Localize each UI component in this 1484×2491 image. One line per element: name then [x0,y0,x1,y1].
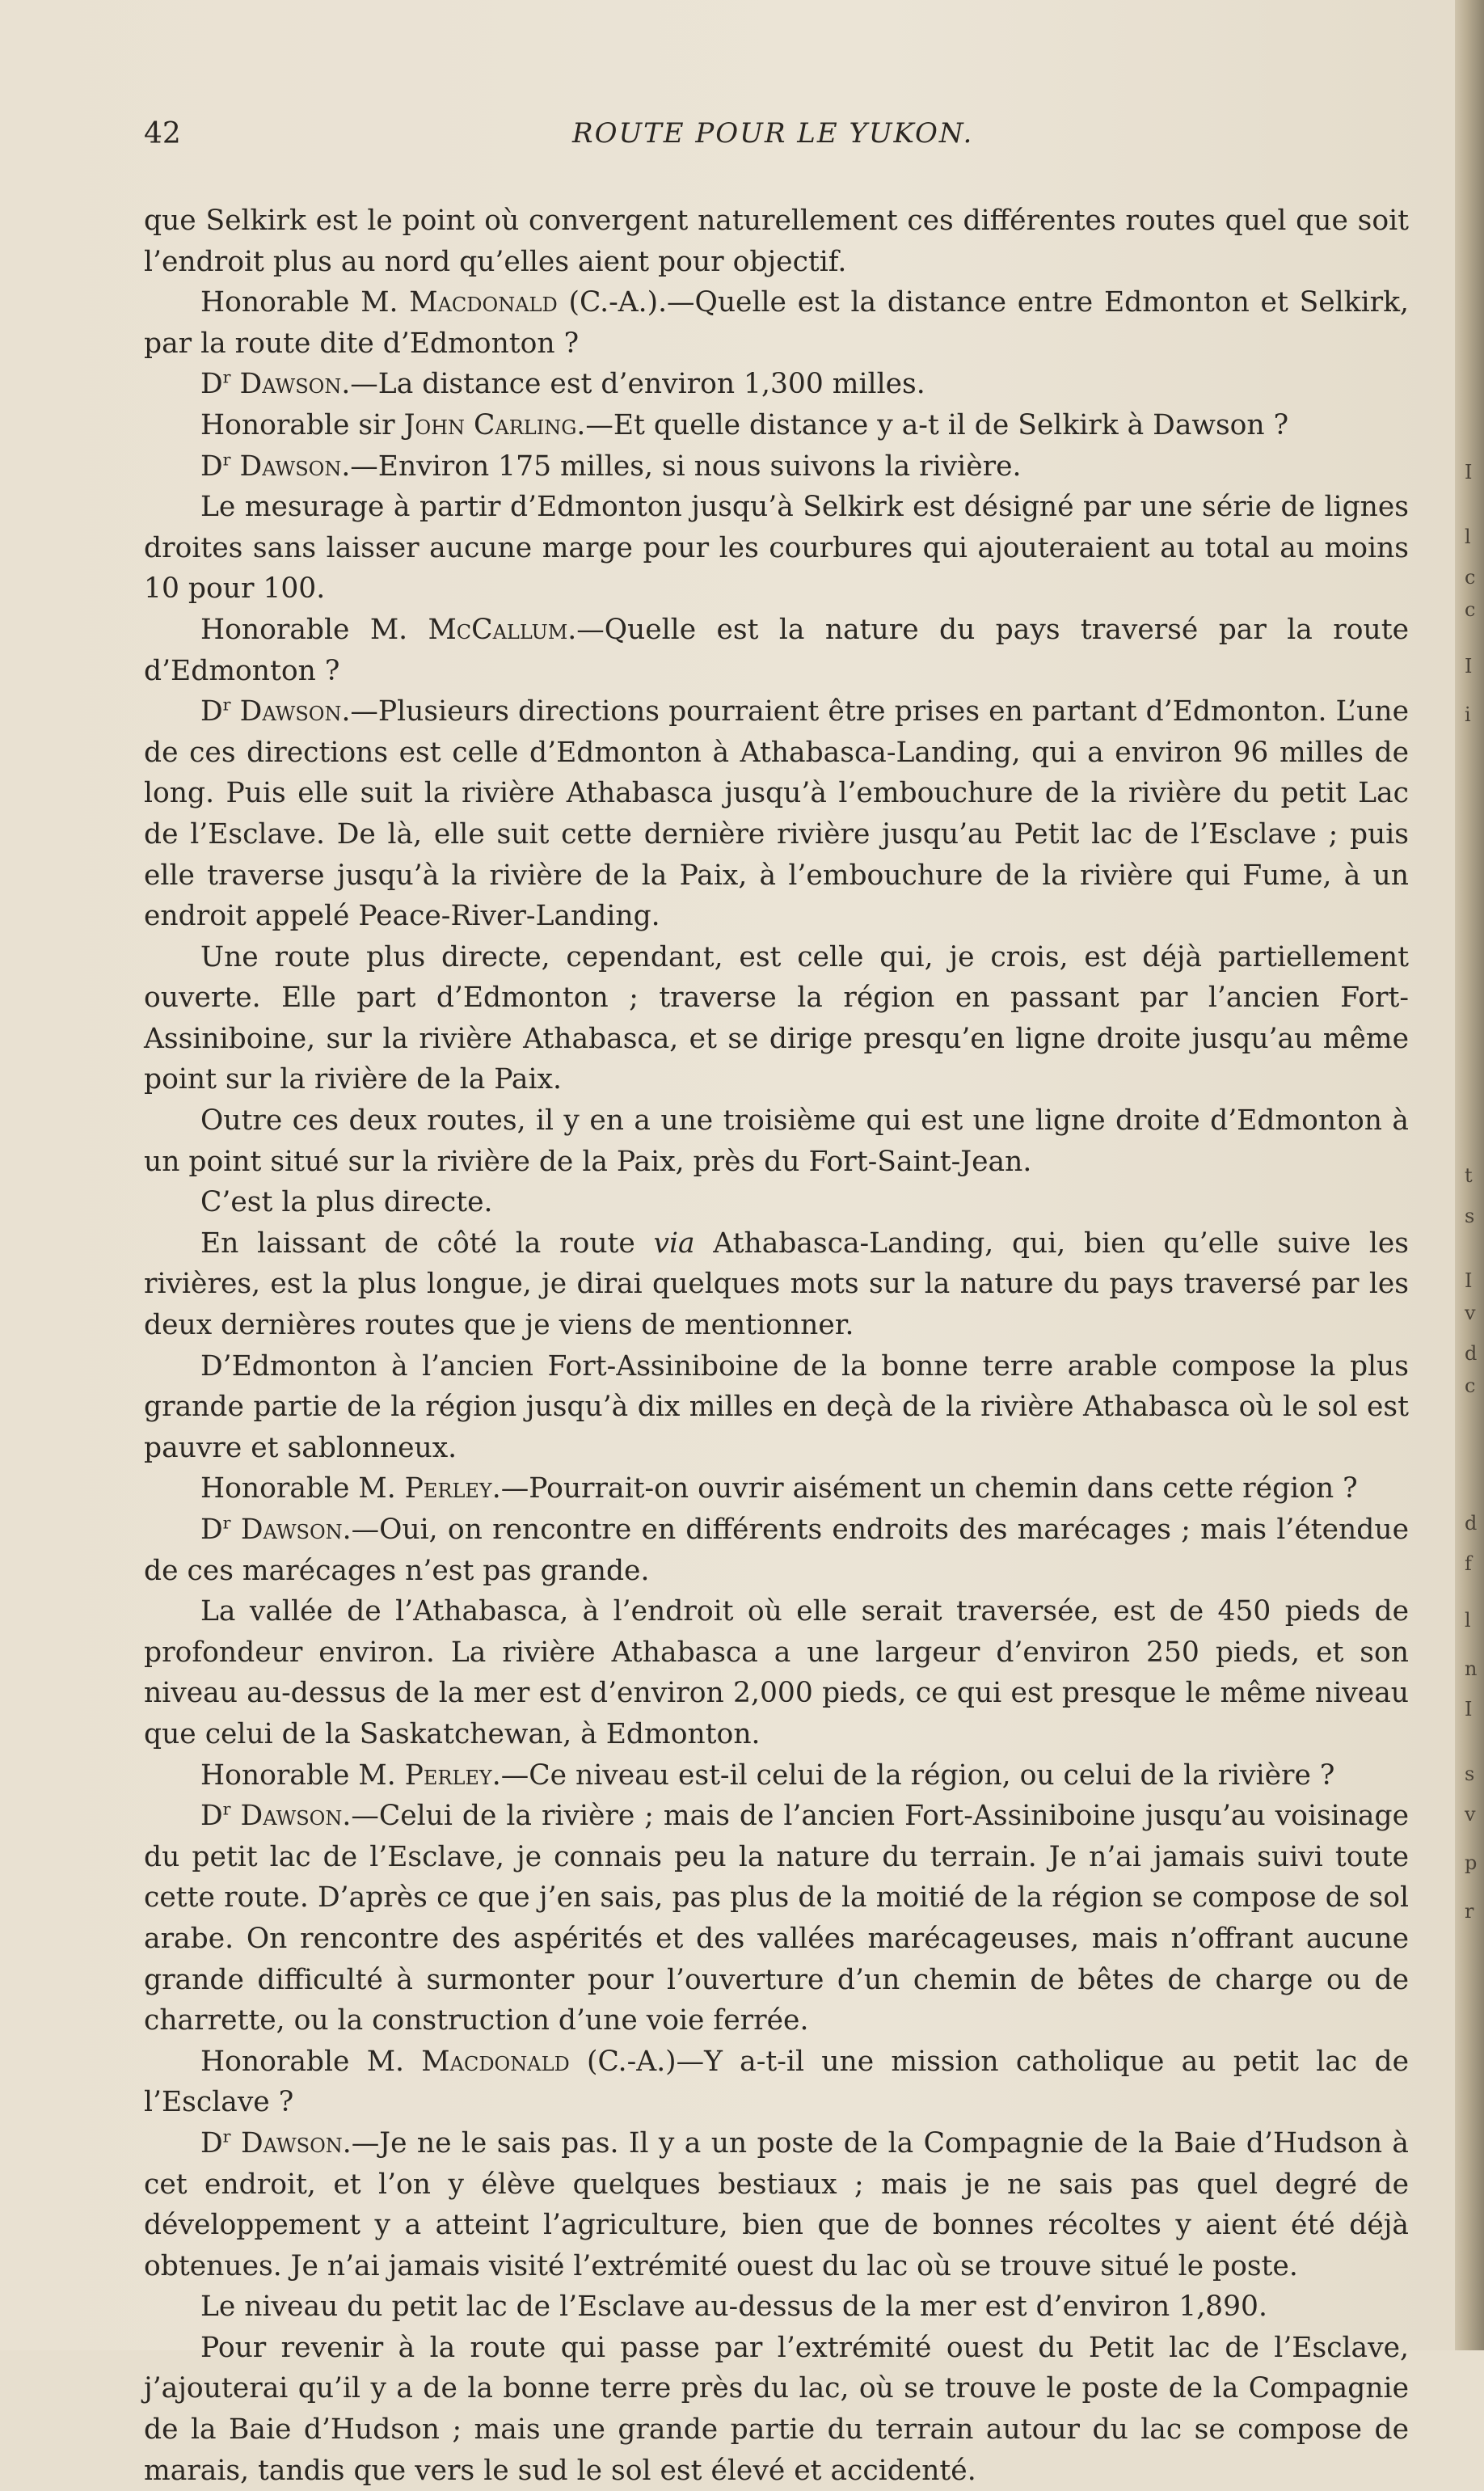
text-run: Perley [404,1472,492,1505]
paragraph-p15 [144,1509,1409,1591]
paragraph-p10 [144,1100,1409,1182]
text-run: Honorable M. [200,1472,405,1505]
edge-fragment: c [1465,566,1476,589]
paragraph-p18 [144,1796,1409,2041]
text-run: D [200,368,223,401]
text-run: .—Environ 175 milles, si nous suivons la rivière. [341,450,1022,483]
text-run: r [222,367,231,387]
edge-fragment: s [1465,1763,1475,1785]
paragraph-p12 [144,1223,1409,1346]
text-run: D [200,450,223,483]
text-run: En laissant de côté la route [200,1227,654,1260]
edge-fragment: I [1465,1269,1473,1292]
paragraph-p20 [144,2123,1409,2286]
edge-fragment: v [1465,1302,1476,1324]
edge-fragment: t [1465,1164,1473,1187]
text-run: D [200,695,223,728]
text-run: que Selkirk est le point où convergent naturellement ces différentes routes quel que soit l’endroit plus au nord qu’elles aient pour objectif. [144,205,1409,278]
paragraph-p14 [144,1468,1409,1509]
text-run: John Carling [403,408,577,441]
edge-fragment: p [1465,1851,1478,1874]
text-run: C’est la plus directe. [200,1186,493,1219]
edge-fragment: I [1465,655,1473,678]
edge-fragment: c [1465,598,1476,621]
text-run: .—Oui, on rencontre en différents endroits des marécages ; mais l’étendue de ces marécages n’est pas grande. [144,1514,1409,1587]
text-run: (C.-A.)—Y a-t-il une mission catholique au petit lac de l’Esclave ? [144,2045,1409,2119]
text-run [231,695,240,728]
edge-fragment: r [1465,1900,1474,1923]
binding-edge [1455,0,1484,2350]
paragraph-p17 [144,1755,1409,1796]
paragraph-p8 [144,691,1409,937]
text-run: Outre ces deux routes, il y en a une troisième qui est une ligne droite d’Edmonton à un point situé sur la rivière de la Paix, près du Fort-Saint-Jean. [144,1104,1409,1178]
text-run: D’Edmonton à l’ancien Fort-Assiniboine de la bonne terre arable compose la plus grande partie de la région jusqu’à dix milles en deçà de la rivière Athabasca où le sol est pauvre et sablonneux. [144,1349,1409,1464]
text-run: Macdonald [421,2045,570,2078]
paragraph-p3 [144,364,1409,405]
edge-fragment: l [1465,526,1471,548]
text-run: .—La distance est d’environ 1,300 milles. [341,368,925,401]
body-text [144,201,1409,2491]
text-run: .—Et quelle distance y a-t il de Selkirk à Dawson ? [576,408,1289,441]
text-run: D [200,1514,223,1546]
text-run: Dawson [239,695,342,728]
text-run: .—Ce niveau est-il celui de la région, ou celui de la rivière ? [491,1758,1335,1792]
edge-fragment: d [1465,1342,1478,1365]
edge-fragment: I [1465,461,1473,483]
paragraph-p7 [144,610,1409,691]
text-run: .—Celui de la rivière ; mais de l’ancien Fort-Assiniboine jusqu’au voisinage du petit lac de l’Esclave, je connais peu la nature du terrain. Je n’ai jamais suivi toute cette route. D’après ce que j’en sais, pas plus de la moitié de la région se compose de sol arabe. On rencontre des aspérités et des vallées marécageuses, mais n’offrant aucune grande difficulté à surmonter pour l’ouverture d’un chemin de bêtes de charge ou de charrette, ou la construction d’une voie ferrée. [144,1800,1410,2037]
text-run [231,450,240,483]
text-run: La vallée de l’Athabasca, à l’endroit où elle serait traversée, est de 450 pieds de profondeur environ. La rivière Athabasca a une largeur d’environ 250 pieds, et son niveau au-dessus de la mer est d’environ 2,000 pieds, ce qui est presque le même niveau que celui de la Saskatchewan, à Edmonton. [144,1595,1409,1750]
text-run: Dawson [240,2126,343,2160]
text-run: Honorable M. [200,286,410,319]
edge-fragment: s [1465,1205,1475,1227]
paragraph-p4 [144,405,1409,446]
page-number: 42 [144,117,181,150]
paragraph-p22 [144,2328,1409,2491]
text-run: Pour revenir à la route qui passe par l’extrémité ouest du Petit lac de l’Esclave, j’ajouterai qu’il y a de la bonne terre près du lac, où se trouve le poste de la Compagnie de la Baie d’Hudson ; mais une grande partie du terrain autour du lac se compose de marais, tandis que vers le sud le sol est élevé et accidenté. [144,2331,1409,2487]
text-run: .—Plusieurs directions pourraient être prises en partant d’Edmonton. L’une de ces directions est celle d’Edmonton à Athabasca-Landing, qui a environ 96 milles de long. Puis elle suit la rivière Athabasca jusqu’à l’embouchure de la rivière du petit Lac de l’Esclave. De là, elle suit cette dernière rivière jusqu’au Petit lac de l’Esclave ; puis elle traverse jusqu’à la rivière de la Paix, à l’embouchure de la rivière qui Fume, à un endroit appelé Peace-River-Landing. [144,695,1410,933]
adjacent-page-fragments [1458,0,1481,2350]
text-run: r [222,450,231,470]
paragraph-p2 [144,282,1409,364]
paragraph-p19 [144,2041,1409,2123]
text-run: via [653,1227,695,1260]
running-title: ROUTE POUR LE YUKON. [572,117,974,150]
edge-fragment: n [1465,1657,1478,1680]
text-run: Honorable M. [200,1758,405,1792]
paragraph-p9 [144,937,1409,1100]
edge-fragment: d [1465,1512,1478,1535]
paragraph-p16 [144,1591,1409,1754]
edge-fragment: i [1465,703,1471,726]
page-header [144,117,1405,158]
text-run [231,368,240,400]
paragraph-p1 [144,201,1409,282]
text-run: Une route plus directe, cependant, est celle qui, je crois, est déjà partiellement ouverte. Elle part d’Edmonton ; traverse la région en passant par l’ancien Fort-Assiniboine, sur la rivière Athabasca, et se dirige presqu’en ligne droite jusqu’au même point sur la rivière de la Paix. [144,940,1409,1096]
paragraph-p21 [144,2286,1409,2328]
text-run: Honorable sir [200,408,404,441]
text-run: r [222,1513,231,1533]
text-run: (C.-A.).—Quelle est la distance entre Edmonton et Selkirk, par la route dite d’Edmonton ? [144,286,1409,360]
paragraph-p6 [144,487,1409,610]
text-run [231,1514,241,1546]
text-run: Le mesurage à partir d’Edmonton jusqu’à Selkirk est désigné par une série de lignes droites sans laisser aucune marge pour les courbures qui ajouteraient au total au moins 10 pour 100. [144,491,1409,606]
text-run: Le niveau du petit lac de l’Esclave au-dessus de la mer est d’environ 1,890. [200,2290,1267,2324]
text-run: Perley [404,1758,492,1792]
text-run: D [200,2126,223,2160]
text-run: r [222,2126,231,2147]
text-run: Honorable M. [200,2045,422,2078]
text-run: McCallum [428,613,568,646]
text-run: .—Quelle est la nature du pays traversé par la route d’Edmonton ? [144,613,1409,687]
text-run: Dawson [239,450,342,483]
text-run [231,1800,241,1832]
text-run: r [222,695,231,715]
text-run: r [222,1799,231,1819]
edge-fragment: l [1465,1609,1471,1632]
paragraph-p11 [144,1182,1409,1223]
text-run: Macdonald [409,286,558,319]
edge-fragment: I [1465,1698,1473,1720]
edge-fragment: c [1465,1374,1476,1397]
text-run: .—Pourrait-on ouvrir aisément un chemin dans cette région ? [491,1472,1358,1505]
edge-fragment: f [1465,1552,1472,1575]
paragraph-p13 [144,1346,1409,1469]
text-run: Honorable M. [200,613,428,646]
text-run: .—Je ne le sais pas. Il y a un poste de la Compagnie de la Baie d’Hudson à cet endroit, et l’on y élève quelques bestiaux ; mais je ne sais pas quel degré de développement y a atteint l’agriculture, bien que de bonnes récoltes y aient été déjà obtenues. Je n’ai jamais visité l’extrémité ouest du lac où se trouve situé le poste. [144,2126,1409,2282]
text-run [231,2127,241,2160]
paragraph-p5 [144,446,1409,488]
text-run: Dawson [240,1800,343,1833]
text-run: Dawson [240,1514,343,1546]
text-run: D [200,1800,223,1833]
text-run: Dawson [239,368,342,401]
edge-fragment: v [1465,1803,1476,1826]
text-run: Athabasca-Landing, qui, bien qu’elle suive les rivières, est la plus longue, je dirai quelques mots sur la nature du pays traversé par les deux dernières routes que je viens de mentionner. [144,1227,1409,1342]
